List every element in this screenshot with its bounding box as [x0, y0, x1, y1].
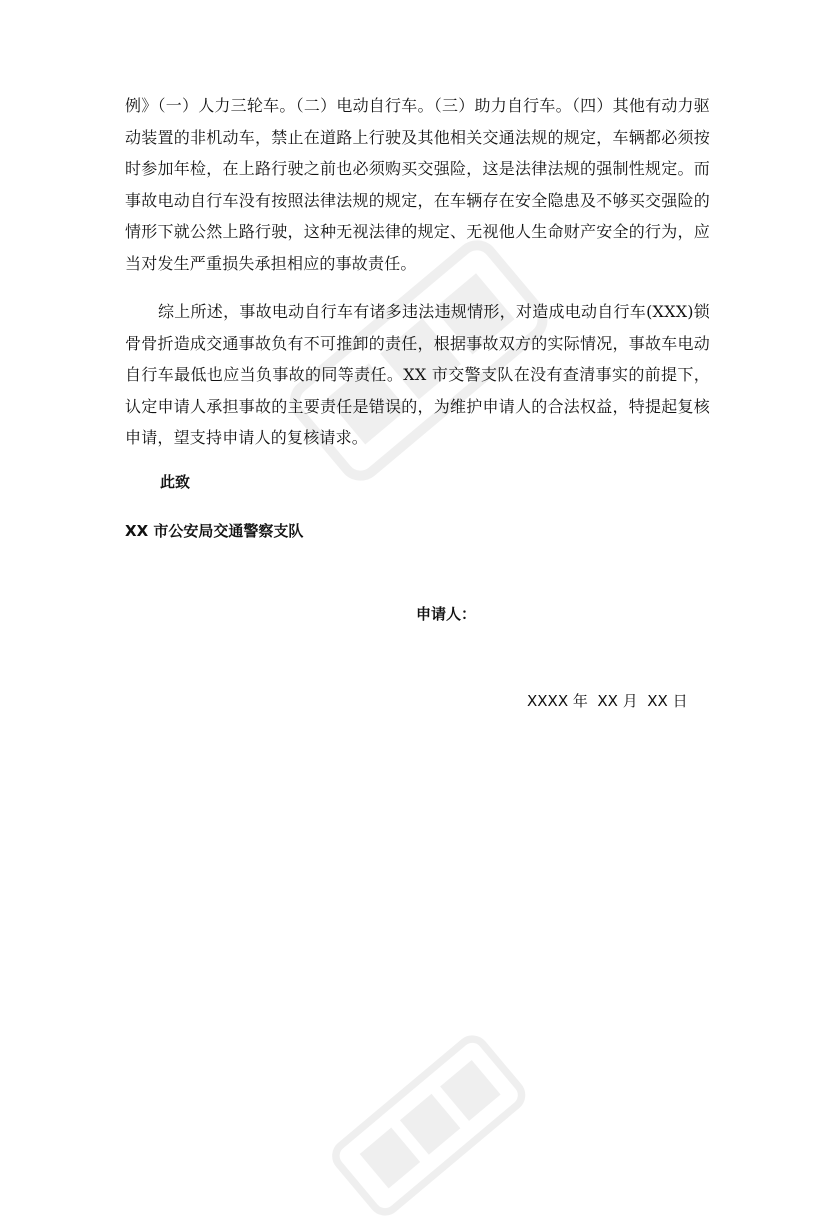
recipient: XX 市公安局交通警察支队 [125, 522, 304, 540]
body-paragraph-continued: 例》（一）人力三轮车。（二）电动自行车。（三）助力自行车。（四）其他有动力驱动装置的非机动车，禁止在道路上行驶及其他相关交通法规的规定，车辆都必须按时参加年检，在上路行驶之前也必须购买交强险，这是法律法规的强制性规定。而事故电动自行车没有按照法律法规的规定，在车辆存在安全隐患及不够买交强险的情形下就公然上路行驶，这种无视法律的规定、无视他人生命财产安全的行为，应当对发生严重损失承担相应的事故责任。 [125, 96, 710, 273]
applicant-signature-label: 申请人： [416, 605, 477, 623]
body-paragraph-conclusion: 综上所述，事故电动自行车有诸多违法违规情形，对造成电动自行车(XXX)锁骨骨折造成交通事故负有不可推卸的责任，根据事故双方的实际情况，事故车电动自行车最低也应当负事故的同等责任。XX 市交警支队在没有查清事实的前提下，认定申请人承担事故的主要责任是错误的，为维护申请人的合法权益，特提起复核申请，望支持申请人的复核请求。 [125, 302, 710, 447]
watermark-logo [323, 1027, 537, 1227]
salutation: 此致 [160, 473, 191, 491]
date-line: XXXX 年 XX 月 XX 日 [527, 692, 688, 710]
